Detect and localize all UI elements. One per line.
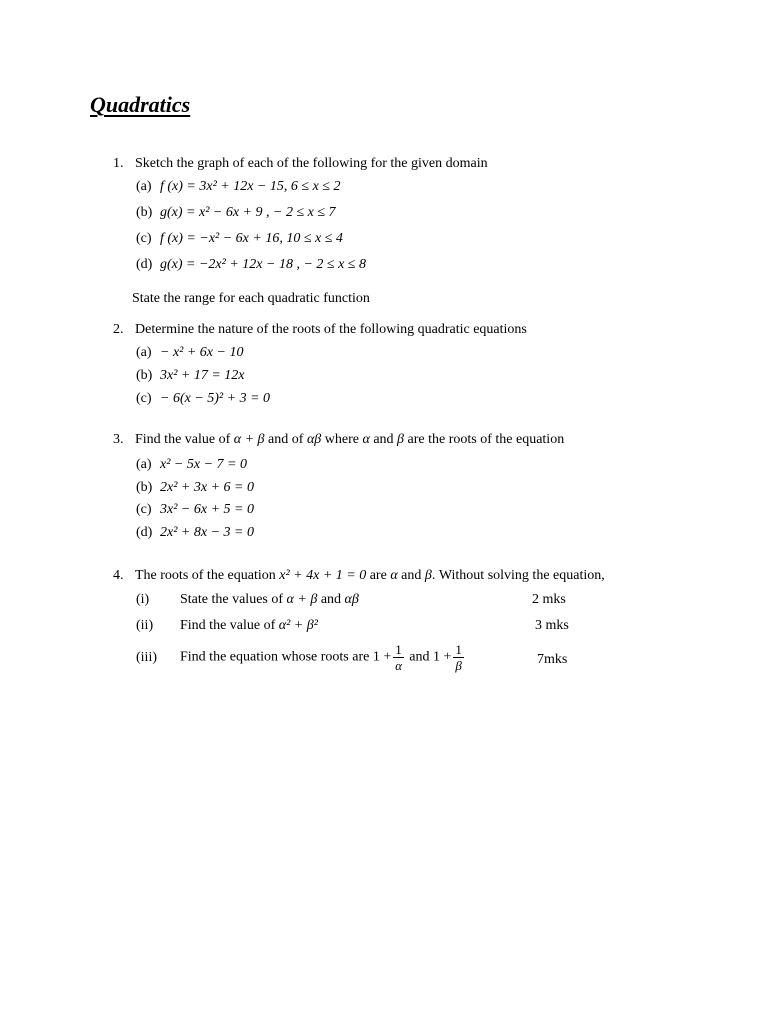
q3-part-c xyxy=(136,502,254,518)
sum-expression: α + β xyxy=(286,592,318,607)
sub-text: Find the equation whose roots are xyxy=(180,649,370,665)
fraction-one-over-alpha xyxy=(393,642,404,673)
equation-expression: x² + 4x + 1 = 0 xyxy=(279,568,367,583)
q3-part-a xyxy=(136,457,247,473)
q3-part-d xyxy=(136,525,254,541)
part-label: (c) xyxy=(136,391,152,406)
fraction-one-over-beta xyxy=(453,642,464,673)
question-number: 3. xyxy=(113,432,124,447)
marks-label: 3 mks xyxy=(535,618,569,633)
q2-part-b xyxy=(136,368,245,384)
q1-part-d xyxy=(136,257,366,273)
fraction-denominator: β xyxy=(455,658,462,673)
q1-part-a xyxy=(136,179,340,195)
part-expression: g(x) = x² − 6x + 9 , − 2 ≤ x ≤ 7 xyxy=(160,205,336,220)
q4-sub-i xyxy=(136,592,359,608)
question-text: Determine the nature of the roots of the following quadratic equations xyxy=(135,322,527,337)
sum-of-squares-expression: α² + β² xyxy=(278,618,318,633)
question-4 xyxy=(113,568,605,584)
sub-text: State the values of xyxy=(180,592,284,607)
alpha-symbol: α xyxy=(362,432,370,447)
part-expression: − x² + 6x − 10 xyxy=(160,345,244,360)
marks-label: 2 mks xyxy=(532,592,566,607)
part-label: (b) xyxy=(136,205,153,220)
alpha-symbol: α xyxy=(390,568,398,583)
fraction-numerator: 1 xyxy=(455,642,462,657)
part-expression: 2x² + 8x − 3 = 0 xyxy=(160,525,254,540)
part-expression: − 6(x − 5)² + 3 = 0 xyxy=(160,391,271,406)
question-2 xyxy=(113,322,527,338)
sub-label: (ii) xyxy=(136,618,154,633)
q4-sub-iii xyxy=(136,642,466,673)
sub-text: and xyxy=(320,592,342,607)
question-text: and of xyxy=(268,432,304,447)
part-expression: x² − 5x − 7 = 0 xyxy=(160,457,247,472)
part-label: (a) xyxy=(136,179,152,194)
sub-label: (i) xyxy=(136,592,150,607)
fraction-numerator: 1 xyxy=(395,642,402,657)
question-number: 1. xyxy=(113,156,124,171)
part-expression: f (x) = −x² − 6x + 16, 10 ≤ x ≤ 4 xyxy=(160,231,343,246)
question-text: and xyxy=(401,568,422,583)
beta-symbol: β xyxy=(424,568,432,583)
part-expression: 3x² − 6x + 5 = 0 xyxy=(160,502,254,517)
question-3 xyxy=(113,432,564,448)
part-label: (a) xyxy=(136,345,152,360)
question-text: are the roots of the equation xyxy=(407,432,565,447)
part-label: (a) xyxy=(136,457,152,472)
question-text: . Without solving the equation, xyxy=(431,568,605,583)
part-expression: 2x² + 3x + 6 = 0 xyxy=(160,480,254,495)
beta-symbol: β xyxy=(397,432,405,447)
q4-sub-ii xyxy=(136,618,318,634)
page-title: Quadratics xyxy=(90,92,191,117)
fraction-denominator: α xyxy=(395,658,402,673)
q1-part-b xyxy=(136,205,336,221)
marks-label: 7mks xyxy=(537,652,568,667)
question-number: 2. xyxy=(113,322,124,337)
root-prefix: 1 + xyxy=(432,649,452,665)
question-text: where xyxy=(324,432,359,447)
sub-text: Find the value of xyxy=(180,618,276,633)
q2-part-a xyxy=(136,345,243,361)
question-text: are xyxy=(369,568,387,583)
part-label: (b) xyxy=(136,480,153,495)
question-text: and xyxy=(373,432,394,447)
part-expression: f (x) = 3x² + 12x − 15, 6 ≤ x ≤ 2 xyxy=(160,179,341,194)
question-1 xyxy=(113,156,488,172)
part-label: (c) xyxy=(136,231,152,246)
part-expression: 3x² + 17 = 12x xyxy=(160,368,245,383)
product-expression: αβ xyxy=(344,592,359,607)
sub-label: (iii) xyxy=(136,649,157,665)
part-label: (d) xyxy=(136,525,153,540)
question-text: Sketch the graph of each of the following for the given domain xyxy=(135,156,488,171)
question-text: The roots of the equation xyxy=(135,568,276,583)
product-expression: αβ xyxy=(306,432,322,447)
question-text: Find the value of xyxy=(135,432,231,447)
q3-part-b xyxy=(136,480,254,496)
question-number: 4. xyxy=(113,568,124,583)
sum-expression: α + β xyxy=(233,432,265,447)
sub-text: and xyxy=(409,649,430,665)
part-label: (b) xyxy=(136,368,153,383)
part-label: (d) xyxy=(136,257,153,272)
root-prefix: 1 + xyxy=(372,649,392,665)
q1-part-c xyxy=(136,231,343,247)
q1-note: State the range for each quadratic function xyxy=(132,291,370,306)
part-label: (c) xyxy=(136,502,152,517)
q2-part-c xyxy=(136,391,270,407)
part-expression: g(x) = −2x² + 12x − 18 , − 2 ≤ x ≤ 8 xyxy=(160,257,366,272)
